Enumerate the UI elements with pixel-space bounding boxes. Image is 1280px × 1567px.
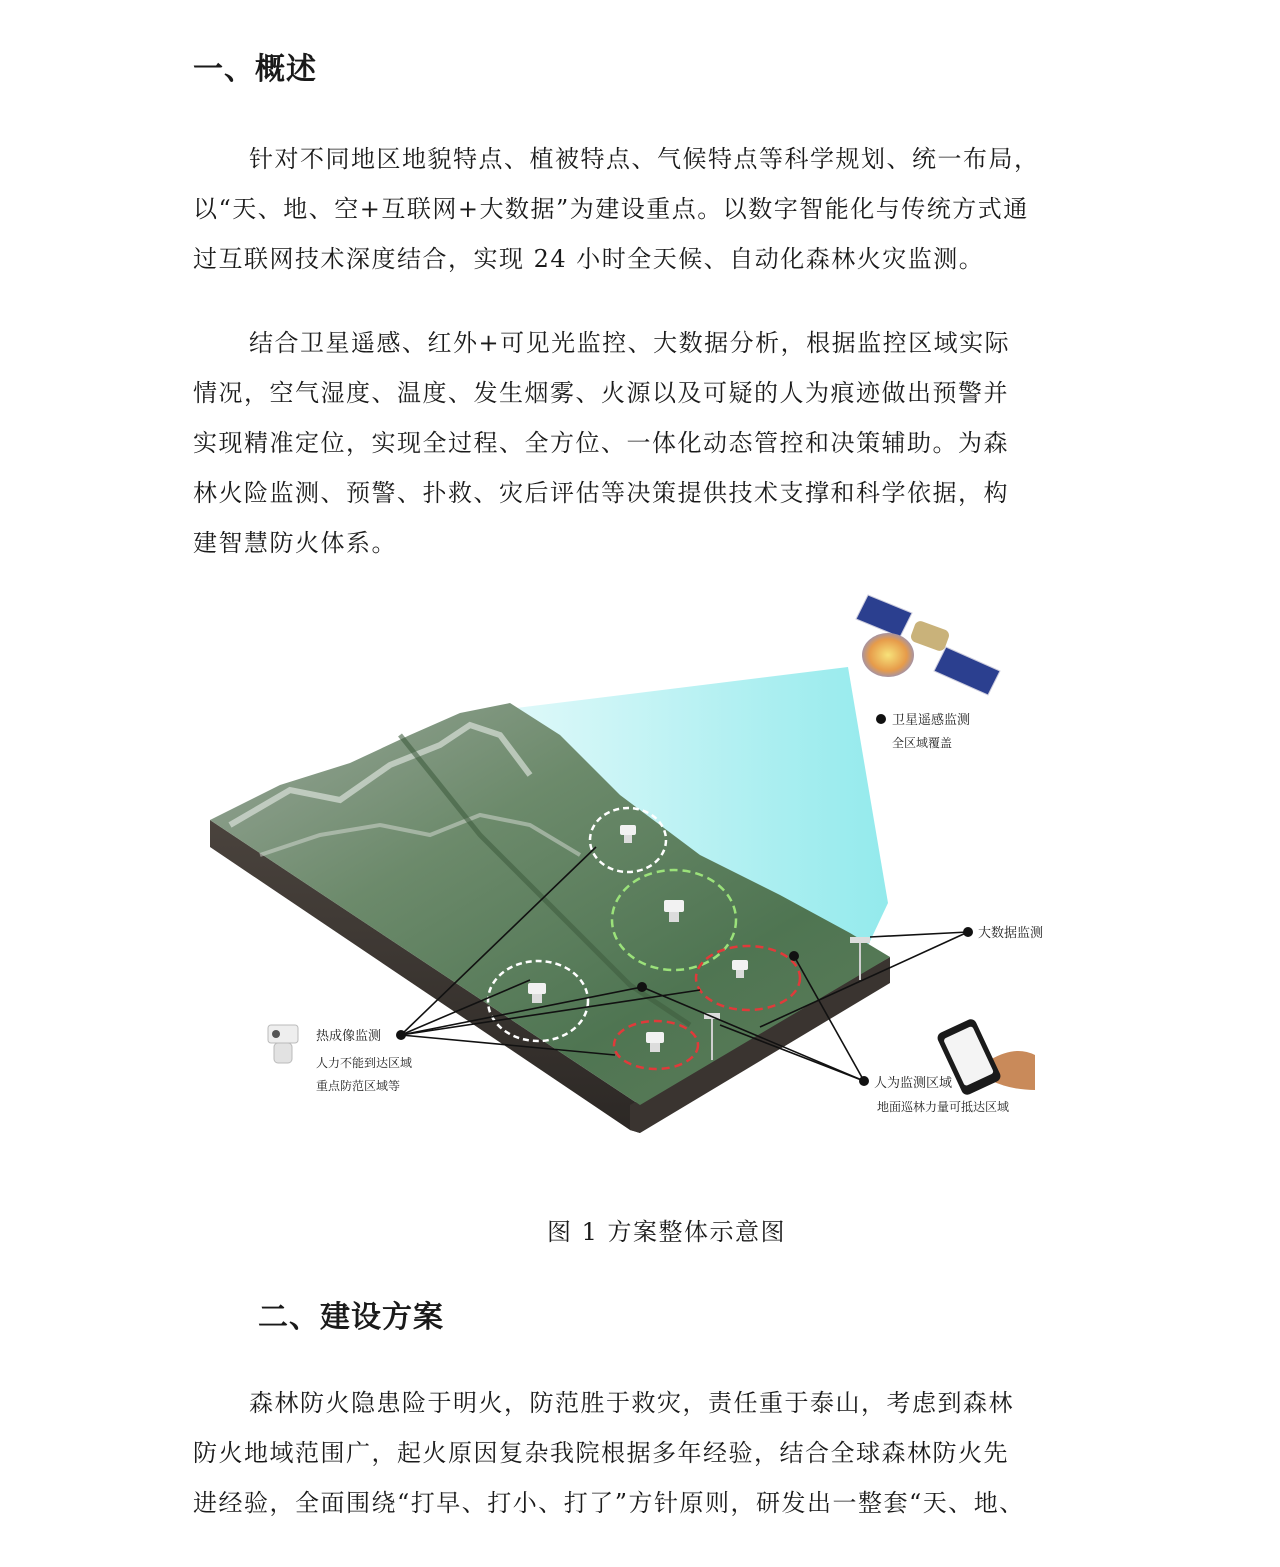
text-line: 针对不同地区地貌特点、植被特点、气候特点等科学规划、统一布局，: [249, 145, 1040, 173]
label-thermal-sub2: 重点防范区域等: [316, 1079, 401, 1093]
overview-paragraph-1: [193, 134, 1081, 284]
text-line: 情况，空气湿度、温度、发生烟雾、火源以及可疑的人为痕迹做出预警并: [193, 379, 1009, 407]
text-line: 过互联网技术深度结合，实现 24 小时全天候、自动化森林火灾监测。: [193, 245, 985, 273]
label-human-title: 人为监测区域: [874, 1076, 953, 1091]
text-line: 实现精准定位，实现全过程、全方位、一体化动态管控和决策辅助。为森: [193, 429, 1009, 457]
thermal-camera-icon: [268, 1025, 298, 1063]
label-bigdata: 大数据监测: [978, 926, 1044, 941]
text-line: 结合卫星遥感、红外+可见光监控、大数据分析，根据监控区域实际: [249, 329, 1011, 357]
satellite-icon: [856, 595, 1000, 695]
text-line: 以“天、地、空+互联网+大数据”为建设重点。以数字智能化与传统方式通: [193, 195, 1029, 223]
label-satellite-sub: 全区域覆盖: [892, 736, 953, 750]
text-line: 建智慧防火体系。: [193, 529, 397, 557]
section-heading-overview: 一、概述: [193, 52, 317, 87]
label-thermal-title: 热成像监测: [316, 1029, 382, 1044]
label-thermal-sub1: 人力不能到达区域: [316, 1056, 413, 1070]
section-heading-plan: 二、建设方案: [258, 1300, 444, 1335]
text-line: 防火地域范围广，起火原因复杂我院根据多年经验，结合全球森林防火先: [193, 1439, 1009, 1467]
figure-caption: 图 1 方案整体示意图: [546, 1218, 787, 1246]
solution-diagram: [200, 585, 1080, 1145]
label-human-sub: 地面巡林力量可抵达区域: [877, 1100, 1010, 1114]
text-line: 进经验，全面围绕“打早、打小、打了”方针原则，研发出一整套“天、地、: [193, 1489, 1025, 1517]
plan-paragraph-1: [193, 1378, 1081, 1528]
label-satellite-title: 卫星遥感监测: [892, 713, 971, 728]
overview-paragraph-2: [193, 318, 1081, 568]
text-line: 林火险监测、预警、扑救、灾后评估等决策提供技术支撑和科学依据，构: [193, 479, 1009, 507]
text-line: 森林防火隐患险于明火，防范胜于救灾，责任重于泰山，考虑到森林: [249, 1389, 1014, 1417]
